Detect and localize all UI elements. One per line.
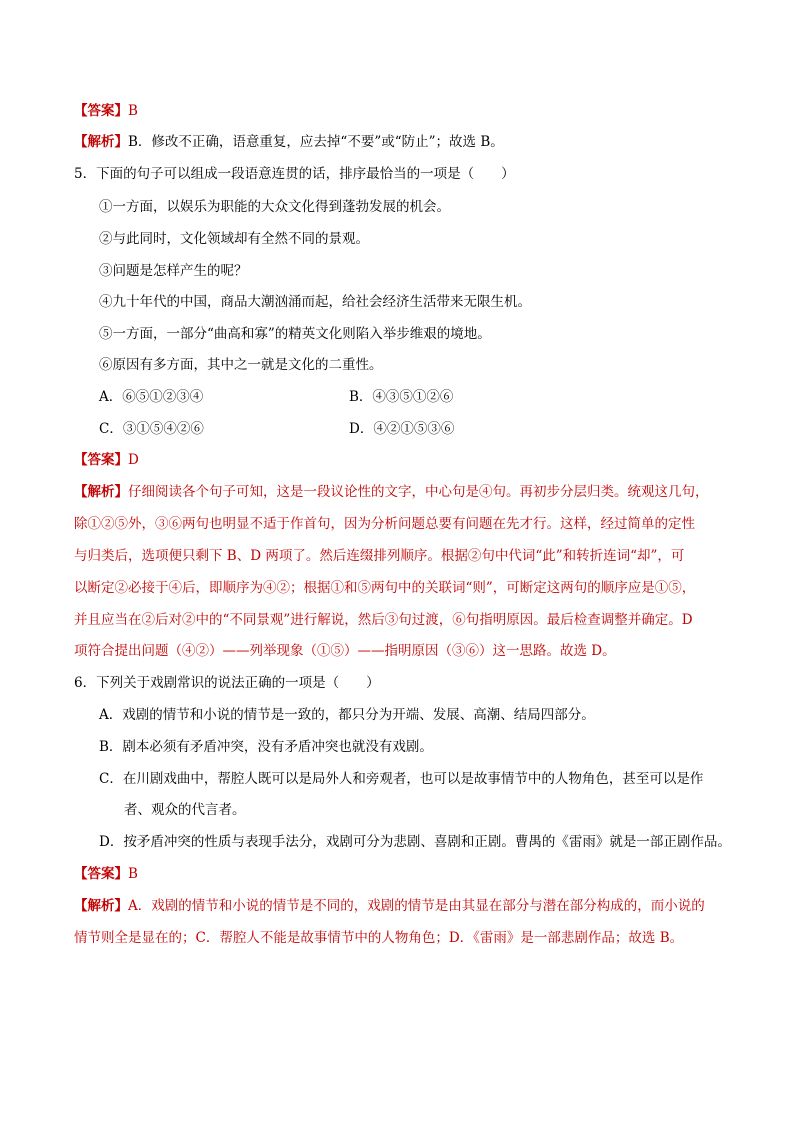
answer-line-q4 [74, 101, 138, 121]
answer-value: D [128, 452, 139, 468]
q5-option-d: D．④②①⑤③⑥ [349, 421, 455, 437]
q6-option-c: C．在川剧戏曲中，帮腔人既可以是局外人和旁观者，也可以是故事情节中的人物角色，甚至可以是作 [99, 771, 704, 787]
analysis-line-q5-2: 除①②⑤外，③⑥两句也明显不适于作首句，因为分析问题总要有问题在先才行。这样，经过简单的定性 [74, 516, 695, 532]
analysis-line-q4 [74, 132, 504, 152]
answer-line-q6 [74, 864, 138, 884]
analysis-text: A．戏剧的情节和小说的情节是不同的，戏剧的情节是由其显在部分与潜在部分构成的，而小说的 [128, 898, 705, 914]
analysis-line-q5-4: 以断定②必接于④后，即顺序为④②；根据①和⑤两句中的关联词“则”，可断定这两句的顺序应是①⑤， [74, 580, 696, 596]
q5-sentence-5: ⑤一方面，一部分“曲高和寡”的精英文化则陷入举步维艰的境地。 [99, 326, 491, 342]
question-6-stem: 6．下列关于戏剧常识的说法正确的一项是（ ） [74, 675, 380, 691]
q5-option-c: C．③①⑤④②⑥ [99, 421, 204, 437]
answer-value: B [128, 866, 138, 882]
question-5-stem: 5．下面的句子可以组成一段语意连贯的话，排序最恰当的一项是（ ） [74, 166, 515, 182]
analysis-text: 仔细阅读各个句子可知，这是一段议论性的文字，中心句是④句。再初步分层归类。统观这几句， [128, 484, 709, 500]
answer-tag: 【答案】 [74, 452, 128, 468]
analysis-tag: 【解析】 [74, 484, 128, 500]
analysis-line-q5-1 [74, 482, 709, 502]
analysis-line-q6-1 [74, 896, 705, 916]
answer-line-q5 [74, 450, 139, 470]
q6-option-c-cont: 者、观众的代言者。 [124, 802, 246, 818]
q6-option-b: B．剧本必须有矛盾冲突，没有矛盾冲突也就没有戏剧。 [99, 739, 433, 755]
q5-sentence-2: ②与此同时，文化领域却有全然不同的景观。 [99, 231, 369, 247]
analysis-line-q5-3: 与归类后，选项便只剩下 B、D 两项了。然后连缀排列顺序。根据②句中代词“此”和转折连词“却”，可 [74, 548, 685, 564]
answer-tag: 【答案】 [74, 866, 128, 882]
q5-sentence-6: ⑥原因有多方面，其中之一就是文化的二重性。 [99, 357, 383, 373]
q5-sentence-4: ④九十年代的中国，商品大潮汹涌而起，给社会经济生活带来无限生机。 [99, 294, 531, 310]
q6-option-a: A．戏剧的情节和小说的情节是一致的，都只分为开端、发展、高潮、结局四部分。 [99, 707, 595, 723]
q6-option-d: D．按矛盾冲突的性质与表现手法分，戏剧可分为悲剧、喜剧和正剧。曹禺的《雷雨》就是一部正剧作品。 [99, 834, 731, 850]
q5-option-a: A．⑥⑤①②③④ [99, 389, 204, 405]
analysis-text: B．修改不正确，语意重复，应去掉“不要”或“防止”；故选 B。 [128, 134, 504, 150]
analysis-line-q5-5: 并且应当在②后对②中的“不同景观”进行解说，然后③句过渡，⑥句指明原因。最后检查调整并确定。D [74, 612, 693, 628]
q5-sentence-3: ③问题是怎样产生的呢？ [99, 263, 248, 279]
answer-value: B [128, 103, 138, 119]
q5-option-b: B．④③⑤①②⑥ [349, 389, 454, 405]
q5-sentence-1: ①一方面，以娱乐为职能的大众文化得到蓬勃发展的机会。 [99, 199, 450, 215]
analysis-line-q5-6: 项符合提出问题（④②）——列举现象（①⑤）——指明原因（③⑥）这一思路。故选 D。 [74, 643, 616, 659]
answer-tag: 【答案】 [74, 103, 128, 119]
analysis-tag: 【解析】 [74, 898, 128, 914]
analysis-line-q6-2: 情节则全是显在的；C．帮腔人不能是故事情节中的人物角色；D．《雷雨》是一部悲剧作品；故选 B。 [74, 930, 684, 946]
analysis-tag: 【解析】 [74, 134, 128, 150]
